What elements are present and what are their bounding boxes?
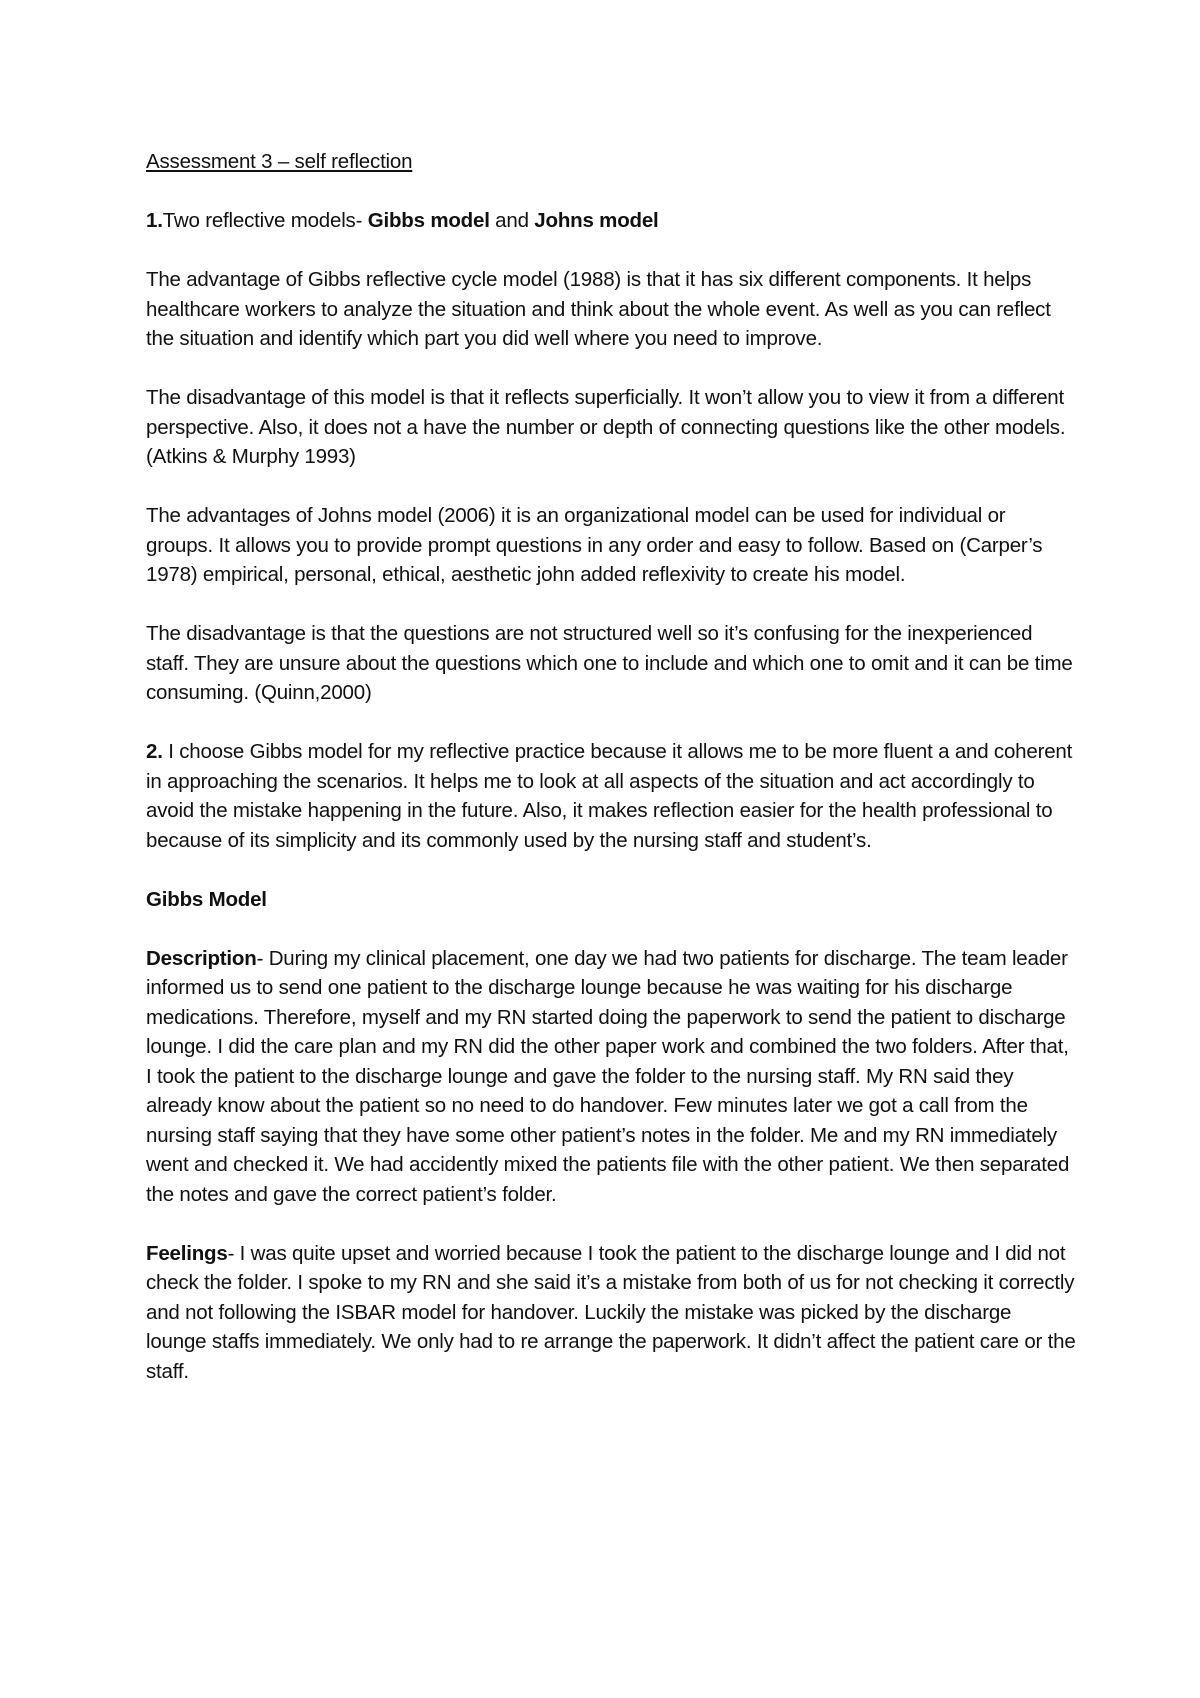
gibbs-model-heading-text: Gibbs Model <box>146 887 267 911</box>
feelings-paragraph <box>146 1239 1076 1387</box>
feelings-text: - I was quite upset and worried because I took the patient to the discharge lounge and I did not check the folder. I spoke to my RN and she said it’s a mistake from both of us for not checking it correctly and not following the ISBAR model for handover. Luckily the mistake was picked by the discharge lounge staffs immediately. We only had to re arrange the paperwork. It didn’t affect the patient care or the staff. <box>146 1241 1076 1383</box>
section-2-text: I choose Gibbs model for my reflective practice because it allows me to be more fluent a and coherent in approaching the scenarios. It helps me to look at all aspects of the situation and act accordingly to avoid the mistake happening in the future. Also, it makes reflection easier for the health professional to because of its simplicity and its commonly used by the nursing staff and student’s. <box>146 740 1073 852</box>
section-1-model-johns: Johns model <box>534 209 659 232</box>
section-1-intro: Two reflective models- <box>162 209 368 232</box>
section-2-number: 2. <box>146 740 163 763</box>
description-paragraph <box>146 944 1076 1210</box>
document-title: Assessment 3 – self reflection <box>146 150 413 173</box>
paragraph-johns-advantage: The advantages of Johns model (2006) it is an organizational model can be used for individual or groups. It allows you to provide prompt questions in any order and easy to follow. Based on (Carper’s 1978) empirical, personal, ethical, aesthetic john added reflexivity to create his model. <box>146 504 1043 586</box>
document-body <box>146 147 1076 1416</box>
section-1-and: and <box>489 209 535 232</box>
section-1-number: 1. <box>146 209 163 232</box>
paragraph-johns-disadvantage: The disadvantage is that the questions are not structured well so it’s confusing for the inexperienced staff. They are unsure about the questions which one to include and which one to omit and it can be time consuming. (Quinn,2000) <box>146 622 1073 704</box>
paragraph-gibbs-disadvantage: The disadvantage of this model is that it reflects superficially. It won’t allow you to view it from a different perspective. Also, it does not a have the number or depth of connecting questions like the other models. (Atkins & Murphy 1993) <box>146 386 1066 468</box>
section-2-paragraph <box>146 737 1076 855</box>
section-1-heading <box>146 206 1076 236</box>
feelings-label: Feelings <box>146 1241 228 1265</box>
paragraph-gibbs-advantage: The advantage of Gibbs reflective cycle model (1988) is that it has six different components. It helps healthcare workers to analyze the situation and think about the whole event. As well as you can reflect the situation and identify which part you did well where you need to improve. <box>146 268 1051 350</box>
description-label: Description <box>146 946 257 970</box>
section-1-model-gibbs: Gibbs model <box>367 209 490 232</box>
gibbs-model-heading <box>146 885 1076 915</box>
description-text: - During my clinical placement, one day we had two patients for discharge. The team leader informed us to send one patient to the discharge lounge because he was waiting for his discharge medications. Therefore, myself and my RN started doing the paperwork to send the patient to discharge lounge. I did the care plan and my RN did the other paper work and combined the two folders. After that, I took the patient to the discharge lounge and gave the folder to the nursing staff. My RN said they already know about the patient so no need to do handover. Few minutes later we got a call from the nursing staff saying that they have some other patient’s notes in the folder. Me and my RN immediately went and checked it. We had accidently mixed the patients file with the other patient. We then separated the notes and gave the correct patient’s folder. <box>146 946 1070 1206</box>
